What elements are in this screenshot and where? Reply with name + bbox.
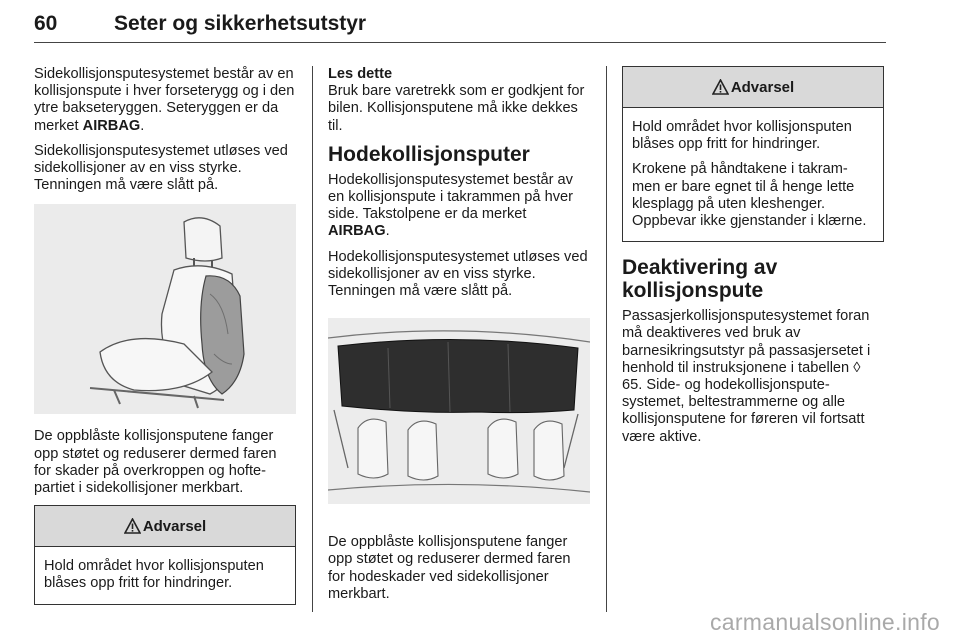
airbag-label: AIRBAG [328, 223, 386, 240]
note-title: Les dette [328, 66, 393, 82]
column-3 [622, 66, 884, 454]
note-block [328, 66, 590, 135]
warning-text-2: Krokene på håndtakene i takram-men er bare egnet til å henge lette klesplagg på uten kleshenger. Oppbevar ikke gjenstander i klærne. [632, 161, 867, 230]
section-heading-deactivation: Deaktivering av kollisjonspute [622, 256, 778, 303]
warning-title: Advarsel [730, 78, 795, 96]
side-airbag-trigger: Sidekollisjonsputesystemet utløses ved sidekollisjoner av en viss styrke. Tenningen må være slått på. [34, 142, 288, 194]
section-heading-head-airbags: Hodekollisjonsputer [328, 142, 530, 166]
column-divider [312, 66, 313, 612]
page-number: 60 [34, 12, 58, 35]
seat-illustration-svg [34, 204, 296, 414]
head-airbag-trigger: Hodekollisjonsputesystemet utløses ved sidekollisjoner av en viss styrke. Tenningen må være slått på. [328, 248, 588, 300]
page-header [34, 0, 886, 44]
deactivation-text: Passasjerkollisjonsputesystemet foran må deaktiveres ved bruk av barnesikringsutstyr på passasjersetet i henhold til instruksjonene i tabellen ◊ 65. Side- og hodekollisjonspute-systemet, beltestrammerne og alle kollisjonsputene for føreren vil fortsatt være aktive. [622, 308, 871, 445]
warning-title: Advarsel [142, 517, 207, 535]
side-airbag-intro: Sidekollisjonsputesystemet består av en kollisjonspute i hver forseterygg og i den ytre bakseteryggen. Seteryggen er da merket AIRBAG. [34, 66, 295, 134]
warning-box [34, 505, 296, 604]
curtain-airbag-caption: De oppblåste kollisjonsputene fanger opp støtet og reduserer dermed faren for hodeskader ved sidekollisjoner merkbart. [328, 534, 571, 602]
note-text: Bruk bare varetrekk som er godkjent for bilen. Kollisjonsputene må ikke dekkes til. [328, 83, 585, 134]
warning-header [35, 506, 295, 547]
curtain-airbag-illustration [328, 318, 590, 504]
column-1 [34, 66, 296, 605]
warning-header [623, 67, 883, 108]
warning-box [622, 66, 884, 242]
head-airbag-intro: Hodekollisjonsputesystemet består av en kollisjonspute i takrammen på hver side. Takstolpene er da merket AIRBAG. [328, 171, 573, 240]
warning-text-1: Hold området hvor kollisjonsputen blåses opp fritt for hindringer. [632, 119, 852, 153]
warning-icon [124, 518, 141, 534]
warning-text: Hold området hvor kollisjonsputen blåses opp fritt for hindringer. [44, 558, 264, 592]
seat-airbag-illustration [34, 204, 296, 414]
airbag-label: AIRBAG [82, 117, 141, 134]
header-rule [34, 42, 886, 43]
watermark: carmanualsonline.info [709, 609, 940, 635]
warning-icon [712, 79, 729, 95]
column-2 [328, 66, 590, 611]
seat-airbag-caption: De oppblåste kollisjonsputene fanger opp støtet og reduserer dermed faren for skader på overkroppen og hofte-partiet i sidekollisjoner merkbart. [34, 428, 277, 497]
running-title: Seter og sikkerhetsutstyr [114, 12, 367, 35]
curtain-illustration-svg [328, 318, 590, 504]
column-divider [606, 66, 607, 612]
